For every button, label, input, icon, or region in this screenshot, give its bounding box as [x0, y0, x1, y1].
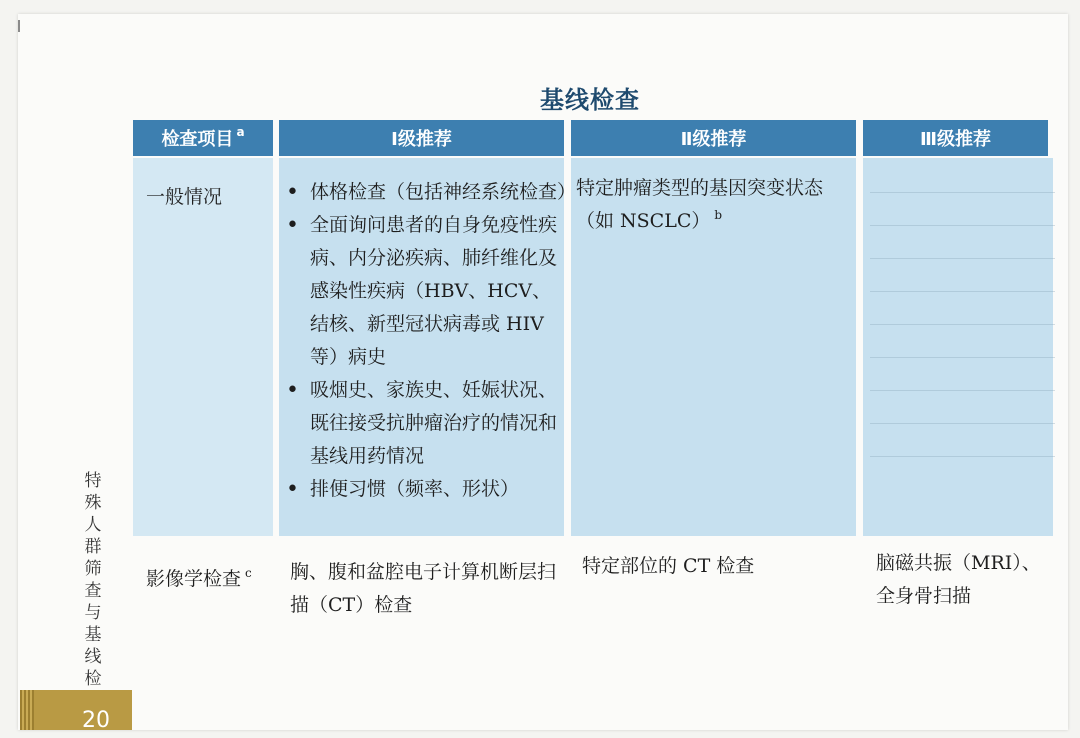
- table-title: 基线检查: [540, 86, 640, 114]
- row2-label-sup: c: [245, 566, 252, 580]
- row1-level2: [576, 172, 848, 240]
- header-item-label: 检查项目: [161, 129, 234, 150]
- row1-level2-text: 特定肿瘤类型的基因突变状态（如 NSCLC）: [576, 177, 824, 232]
- header-item-sup: a: [236, 125, 245, 139]
- row2-level2: 特定部位的 CT 检查: [582, 555, 755, 577]
- row1-level1-list: [284, 176, 577, 506]
- row2-level1: 胸、腹和盆腔电子计算机断层扫描（CT）检查: [290, 561, 557, 616]
- bleed-through-lines: [870, 160, 1055, 490]
- list-item: • 排便习惯（频率、形状）: [284, 473, 569, 506]
- list-item: • 全面询问患者的自身免疫性疾病、内分泌疾病、肺纤维化及感染性疾病（HBV、HCV、结核、新型冠状病毒或 HIV 等）病史: [284, 209, 569, 374]
- list-item: • 吸烟史、家族史、妊娠状况、既往接受抗肿瘤治疗的情况和基线用药情况: [284, 374, 569, 473]
- row2-level3: 脑磁共振（MRI）、全身骨扫描: [876, 552, 1041, 607]
- header-level1: Ⅰ级推荐: [279, 120, 564, 156]
- top-rule: [18, 20, 20, 32]
- side-running-title: 特殊人群筛查与基线检: [84, 471, 102, 689]
- row1-label: 一般情况: [146, 186, 223, 208]
- page-tab-stripes: [20, 690, 34, 730]
- row1-level1: [284, 176, 577, 506]
- header-level3: Ⅲ级推荐: [863, 120, 1048, 156]
- page-number: 20: [82, 708, 110, 733]
- row2-label-text: 影像学检查: [146, 568, 242, 590]
- list-item: • 体格检查（包括神经系统检查）: [284, 176, 569, 209]
- header-item: [133, 120, 273, 156]
- page-number-tab: [20, 690, 132, 730]
- row1-band-label: [133, 158, 273, 536]
- header-level2: Ⅱ级推荐: [571, 120, 856, 156]
- row2-label: [146, 563, 274, 598]
- row1-level2-sup: b: [714, 208, 723, 222]
